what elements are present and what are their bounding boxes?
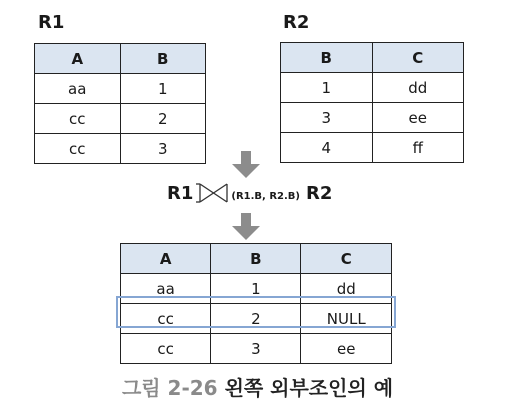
r2-cell: 3 xyxy=(281,103,373,133)
down-arrow-icon xyxy=(231,151,261,179)
result-cell: 1 xyxy=(211,274,301,304)
caption-title: 왼쪽 외부조인의 예 xyxy=(224,376,394,400)
result-header-a: A xyxy=(121,244,211,274)
table-row xyxy=(35,134,206,164)
result-cell: dd xyxy=(301,274,392,304)
result-cell: 2 xyxy=(211,304,301,334)
table-row xyxy=(35,104,206,134)
table-row xyxy=(281,73,464,103)
result-cell: 3 xyxy=(211,334,301,364)
null-row-highlight xyxy=(116,296,396,328)
r2-cell: ee xyxy=(372,103,464,133)
r1-title: R1 xyxy=(38,12,65,33)
r2-header-row xyxy=(281,43,464,73)
r2-title: R2 xyxy=(283,12,310,33)
result-cell: cc xyxy=(121,304,211,334)
table-row xyxy=(121,334,392,364)
table-row xyxy=(35,74,206,104)
result-cell: NULL xyxy=(301,304,392,334)
caption-prefix: 그림 2-26 xyxy=(121,376,218,400)
join-right-relation: R2 xyxy=(305,183,333,204)
r1-cell: cc xyxy=(35,104,121,134)
table-row xyxy=(281,133,464,163)
result-header-c: C xyxy=(301,244,392,274)
result-cell: cc xyxy=(121,334,211,364)
r2-cell: 1 xyxy=(281,73,373,103)
left-outer-join-icon xyxy=(195,182,229,204)
result-cell: aa xyxy=(121,274,211,304)
r1-cell: aa xyxy=(35,74,121,104)
r1-cell: 1 xyxy=(120,74,206,104)
r1-cell: 3 xyxy=(120,134,206,164)
r2-table xyxy=(280,42,464,163)
down-arrow-icon xyxy=(231,213,261,241)
r1-header-b: B xyxy=(120,44,206,74)
r2-header-c: C xyxy=(372,43,464,73)
r1-header-a: A xyxy=(35,44,121,74)
join-expression xyxy=(167,182,332,204)
r2-cell: dd xyxy=(372,73,464,103)
r2-cell: 4 xyxy=(281,133,373,163)
result-header-row xyxy=(121,244,392,274)
join-condition: (R1.B, R2.B) xyxy=(231,191,300,202)
join-left-relation: R1 xyxy=(167,183,194,204)
table-row xyxy=(281,103,464,133)
r1-table xyxy=(34,43,206,164)
figure-caption xyxy=(0,372,515,401)
r1-cell: 2 xyxy=(120,104,206,134)
result-header-b: B xyxy=(211,244,301,274)
r2-header-b: B xyxy=(281,43,373,73)
r1-cell: cc xyxy=(35,134,121,164)
r1-header-row xyxy=(35,44,206,74)
result-cell: ee xyxy=(301,334,392,364)
r2-cell: ff xyxy=(372,133,464,163)
